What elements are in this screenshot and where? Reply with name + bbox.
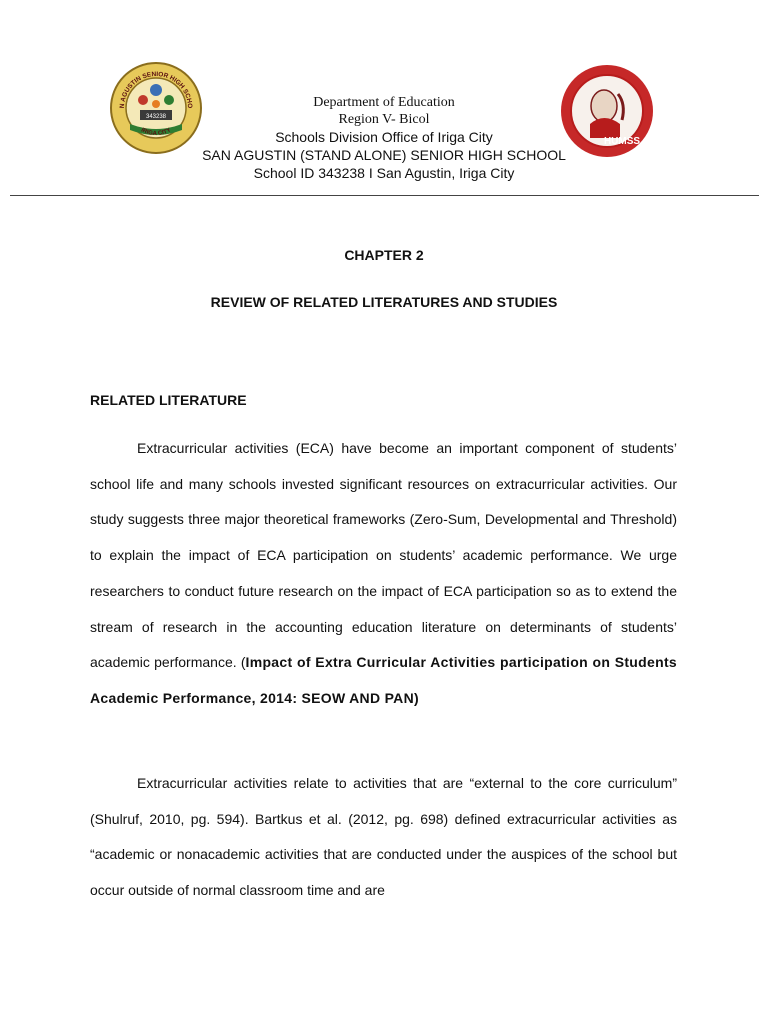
citation: Impact of Extra Curricular Activities participation on Students Academic Performance, 2014: SEOW AND PAN) bbox=[90, 654, 677, 706]
paragraph-text: Extracurricular activities (ECA) have become an important component of students’ school life and many schools invested significant resources on extracurricular activities. Our study suggests three major theoretical frameworks (Zero-Sum, Developmental and Threshold) to explain the impact of ECA participation on students’ academic performance. We urge researchers to conduct future research on the impact of ECA participation so as to extend the stream of research in the accounting education literature on determinants of students’ academic performance. ( bbox=[90, 440, 677, 671]
header-school-id: School ID 343238 I San Agustin, Iriga City bbox=[253, 165, 515, 181]
chapter-number: CHAPTER 2 bbox=[344, 247, 424, 263]
chapter-title: REVIEW OF RELATED LITERATURES AND STUDIES bbox=[210, 294, 558, 310]
header-divider bbox=[10, 195, 759, 196]
paragraph bbox=[90, 431, 677, 717]
header-department: Department of Education bbox=[313, 95, 455, 110]
svg-text:343238: 343238 bbox=[145, 114, 167, 120]
paragraph-text: Extracurricular activities relate to activities that are “external to the core curriculum” (Shulruf, 2010, pg. 594). Bartkus et al. (2012, pg. 698) defined extracurricular activities as “academic or nonacademic activities that are conducted under the auspices of the school but occur outside of normal classroom time and are bbox=[90, 775, 677, 899]
header-division-office: Schools Division Office of Iriga City bbox=[275, 129, 493, 145]
header-region: Region V- Bicol bbox=[338, 112, 430, 127]
section-heading: RELATED LITERATURE bbox=[90, 392, 247, 408]
svg-text:HUMSS: HUMSS bbox=[603, 136, 641, 147]
svg-text:SAN AGUSTIN SENIOR HIGH SCHOOL: N AGUSTIN SENIOR HIGH SCHO bbox=[118, 70, 194, 109]
svg-text:IRIGA CITY: IRIGA CITY bbox=[139, 127, 173, 138]
header-school-name: SAN AGUSTIN (STAND ALONE) SENIOR HIGH SCHOOL bbox=[202, 147, 566, 163]
paragraph bbox=[90, 766, 677, 909]
